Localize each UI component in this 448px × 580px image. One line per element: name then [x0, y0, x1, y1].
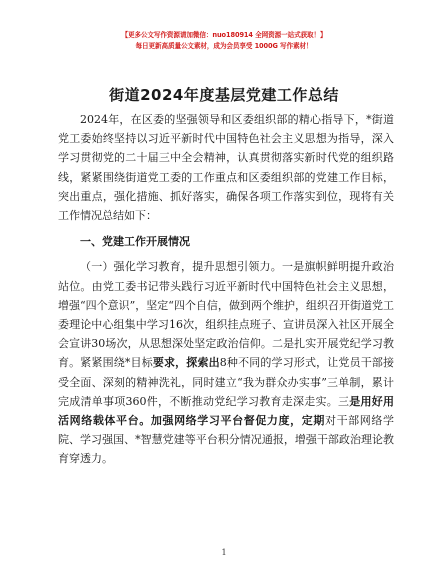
banner-line-1: 【更多公文写作资源请加微信：nuo180914 全网资源一站式获取！】: [121, 31, 327, 39]
section-1-paragraph: [58, 257, 394, 468]
intro-paragraph: 2024年，在区委的坚强领导和区委组织部的精心指导下，*街道党工委始终坚持以习近平新时代中国特色社会主义思想为指导，深入学习贯彻党的二十届三中全会精神，认真贯彻落实新时代党的组织路线，紧紧围绕街道党工委的工作重点和区委组织部的党建工作目标，突出重点，强化措施、抓好落实，确保各项工作落实到位，现将有关工作情况总结如下：: [58, 113, 394, 223]
section-1-text-b: 8种不同的学习形式，让党员干部接受全面、深刻的精神洗礼，同时建立“我为群众办实事”三单制，累计完成清单事项360件，不断推动党纪学习教育走深走实。三: [58, 356, 395, 408]
document-title: 街道2024年度基层党建工作总结: [109, 86, 339, 104]
page-number: 1: [221, 548, 227, 557]
section-1-text-a: （一）强化学习教育，提升思想引领力。一是旗帜鲜明提升政治站位。由党工委书记带头践行习近平新时代中国特色社会主义思想，增强“四个意识”，坚定“四个自信，做到两个维护，组织召开街道党工委理论中心组集中学习16次，组织挂点班子、宣讲员深入社区开展全会宣讲30场次，从思想深处坚定政治信仰。二是扎实开展党纪学习教育。紧紧围绕*目标: [58, 260, 394, 370]
promo-banner: [0, 30, 448, 52]
banner-line-2: 每日更新高质量公文素材，成为会员享受 1000G 写作素材！: [135, 42, 313, 50]
document-body: [58, 110, 394, 469]
section-1-text-c: 对干部网络学院、学习强国、*智慧党建等平台积分情况通报，增强干部政治理论教育穿透力。: [58, 414, 395, 466]
section-1-bold-a: 要求，探索出: [152, 356, 220, 370]
section-1-bold-b: 是用好用活网络载体平台。加强网络学习平台督促力度，定期: [58, 394, 394, 428]
section-heading-1: 一、党建工作开展情况: [80, 235, 190, 249]
